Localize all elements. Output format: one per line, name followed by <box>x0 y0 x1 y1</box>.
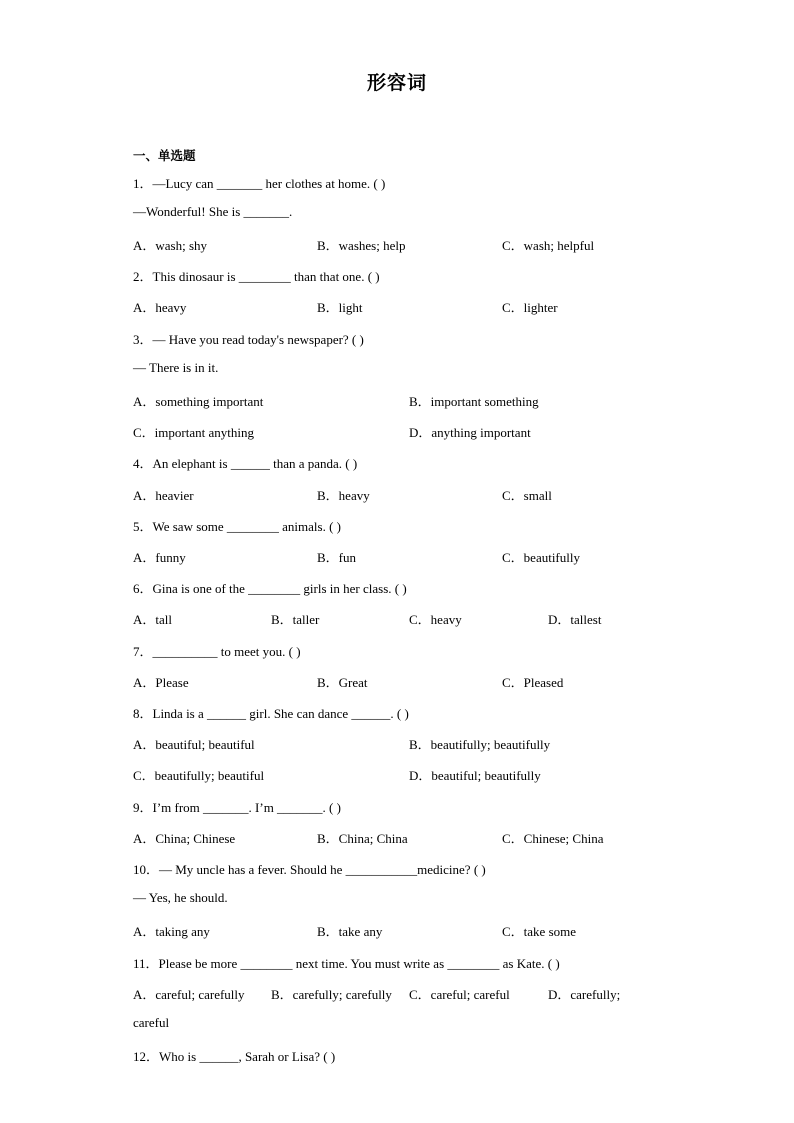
question-9-option-c[interactable]: C．Chinese; China <box>502 831 604 846</box>
question-1-option-a[interactable]: A．wash; shy <box>133 238 208 253</box>
question-1-option-b[interactable]: B．washes; help <box>317 238 406 253</box>
question-8-option-b[interactable]: B．beautifully; beautifully <box>409 737 551 752</box>
question-10-option-a[interactable]: A．taking any <box>133 924 210 939</box>
question-11-option-d-wrap[interactable]: careful <box>133 1015 170 1030</box>
question-6-line-1: 6．Gina is one of the ________ girls in her class. ( ) <box>133 581 407 596</box>
question-6-option-a[interactable]: A．tall <box>133 612 172 627</box>
question-6-option-c[interactable]: C．heavy <box>409 612 462 627</box>
question-5-line-1: 5．We saw some ________ animals. ( ) <box>133 519 342 534</box>
question-8-option-d[interactable]: D．beautiful; beautifully <box>409 768 541 783</box>
question-2-option-c[interactable]: C．lighter <box>502 300 558 315</box>
question-12-line-1: 12．Who is ______, Sarah or Lisa? ( ) <box>133 1049 336 1064</box>
question-4-line-1: 4．An elephant is ______ than a panda. ( ) <box>133 456 358 471</box>
question-8-option-a[interactable]: A．beautiful; beautiful <box>133 737 255 752</box>
question-11-option-b[interactable]: B．carefully; carefully <box>271 987 392 1002</box>
question-2-line-1: 2．This dinosaur is ________ than that one. ( ) <box>133 269 380 284</box>
question-7-option-a[interactable]: A．Please <box>133 675 189 690</box>
question-7-option-b[interactable]: B．Great <box>317 675 368 690</box>
question-3-option-d[interactable]: D．anything important <box>409 425 531 440</box>
question-2-option-b[interactable]: B．light <box>317 300 363 315</box>
question-3-option-c[interactable]: C．important anything <box>133 425 254 440</box>
question-10-option-c[interactable]: C．take some <box>502 924 577 939</box>
question-6-option-b[interactable]: B．taller <box>271 612 320 627</box>
question-9-option-b[interactable]: B．China; China <box>317 831 408 846</box>
question-7-line-1: 7．__________ to meet you. ( ) <box>133 644 301 659</box>
question-4-option-a[interactable]: A．heavier <box>133 488 194 503</box>
question-4-option-b[interactable]: B．heavy <box>317 488 370 503</box>
question-3-option-a[interactable]: A．something important <box>133 394 264 409</box>
question-1-line-2: —Wonderful! She is _______. <box>133 204 293 219</box>
question-3-option-b[interactable]: B．important something <box>409 394 539 409</box>
question-6-option-d[interactable]: D．tallest <box>548 612 602 627</box>
question-9-line-1: 9．I’m from _______. I’m _______. ( ) <box>133 800 341 815</box>
question-7-option-c[interactable]: C．Pleased <box>502 675 564 690</box>
question-11-option-a[interactable]: A．careful; carefully <box>133 987 245 1002</box>
question-5-option-b[interactable]: B．fun <box>317 550 357 565</box>
question-2-option-a[interactable]: A．heavy <box>133 300 187 315</box>
section-heading: 一、单选题 <box>133 148 196 163</box>
question-3-line-1: 3．— Have you read today's newspaper? ( ) <box>133 332 364 347</box>
question-8-line-1: 8．Linda is a ______ girl. She can dance ______. ( ) <box>133 706 409 721</box>
question-10-option-b[interactable]: B．take any <box>317 924 383 939</box>
question-11-option-d[interactable]: D．carefully; <box>548 987 621 1002</box>
question-11-option-c[interactable]: C．careful; careful <box>409 987 510 1002</box>
question-11-line-1: 11．Please be more ________ next time. You must write as ________ as Kate. ( ) <box>133 956 560 971</box>
question-1-line-1: 1．—Lucy can _______ her clothes at home. ( ) <box>133 176 386 191</box>
question-3-line-2: — There is in it. <box>133 360 219 375</box>
question-5-option-a[interactable]: A．funny <box>133 550 186 565</box>
page-title: 形容词 <box>366 72 427 94</box>
question-1-option-c[interactable]: C．wash; helpful <box>502 238 595 253</box>
question-4-option-c[interactable]: C．small <box>502 488 552 503</box>
question-9-option-a[interactable]: A．China; Chinese <box>133 831 236 846</box>
question-5-option-c[interactable]: C．beautifully <box>502 550 580 565</box>
question-10-line-2: — Yes, he should. <box>133 890 228 905</box>
question-8-option-c[interactable]: C．beautifully; beautiful <box>133 768 265 783</box>
question-10-line-1: 10．— My uncle has a fever. Should he ___________medicine? ( ) <box>133 862 486 877</box>
